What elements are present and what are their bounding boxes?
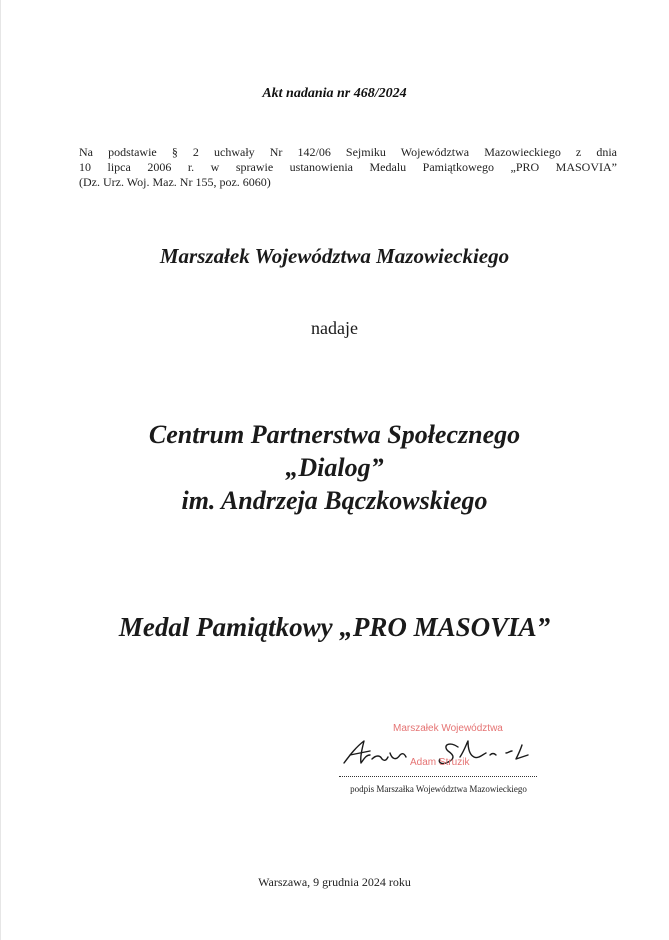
stamp-title: Marszałek Województwa [393, 723, 503, 734]
recipient-name [0, 418, 669, 517]
grant-verb: nadaje [311, 318, 358, 338]
signature-caption: podpis Marszałka Województwa Mazowieckiego [350, 784, 527, 794]
recipient-line: im. Andrzeja Bączkowskiego [181, 486, 488, 515]
legal-basis-line: Na podstawie § 2 uchwały Nr 142/06 Sejmiku Województwa Mazowieckiego z dnia [79, 145, 617, 159]
legal-basis-line: 10 lipca 2006 r. w sprawie ustanowienia Medalu Pamiątkowego „PRO MASOVIA” [79, 160, 617, 174]
signature-line [339, 776, 537, 777]
legal-basis-paragraph [79, 145, 617, 190]
medal-name: Medal Pamiątkowy „PRO MASOVIA” [118, 612, 551, 642]
place-date: Warszawa, 9 grudnia 2024 roku [258, 875, 411, 889]
stamp-name: Adam Struzik [410, 757, 470, 768]
recipient-line: „Dialog” [285, 453, 384, 482]
recipient-line: Centrum Partnerstwa Społecznego [148, 420, 521, 449]
legal-basis-line: (Dz. Urz. Woj. Maz. Nr 155, poz. 6060) [79, 175, 271, 189]
act-title: Akt nadania nr 468/2024 [262, 86, 407, 101]
grantor-heading: Marszałek Województwa Mazowieckiego [159, 244, 510, 268]
